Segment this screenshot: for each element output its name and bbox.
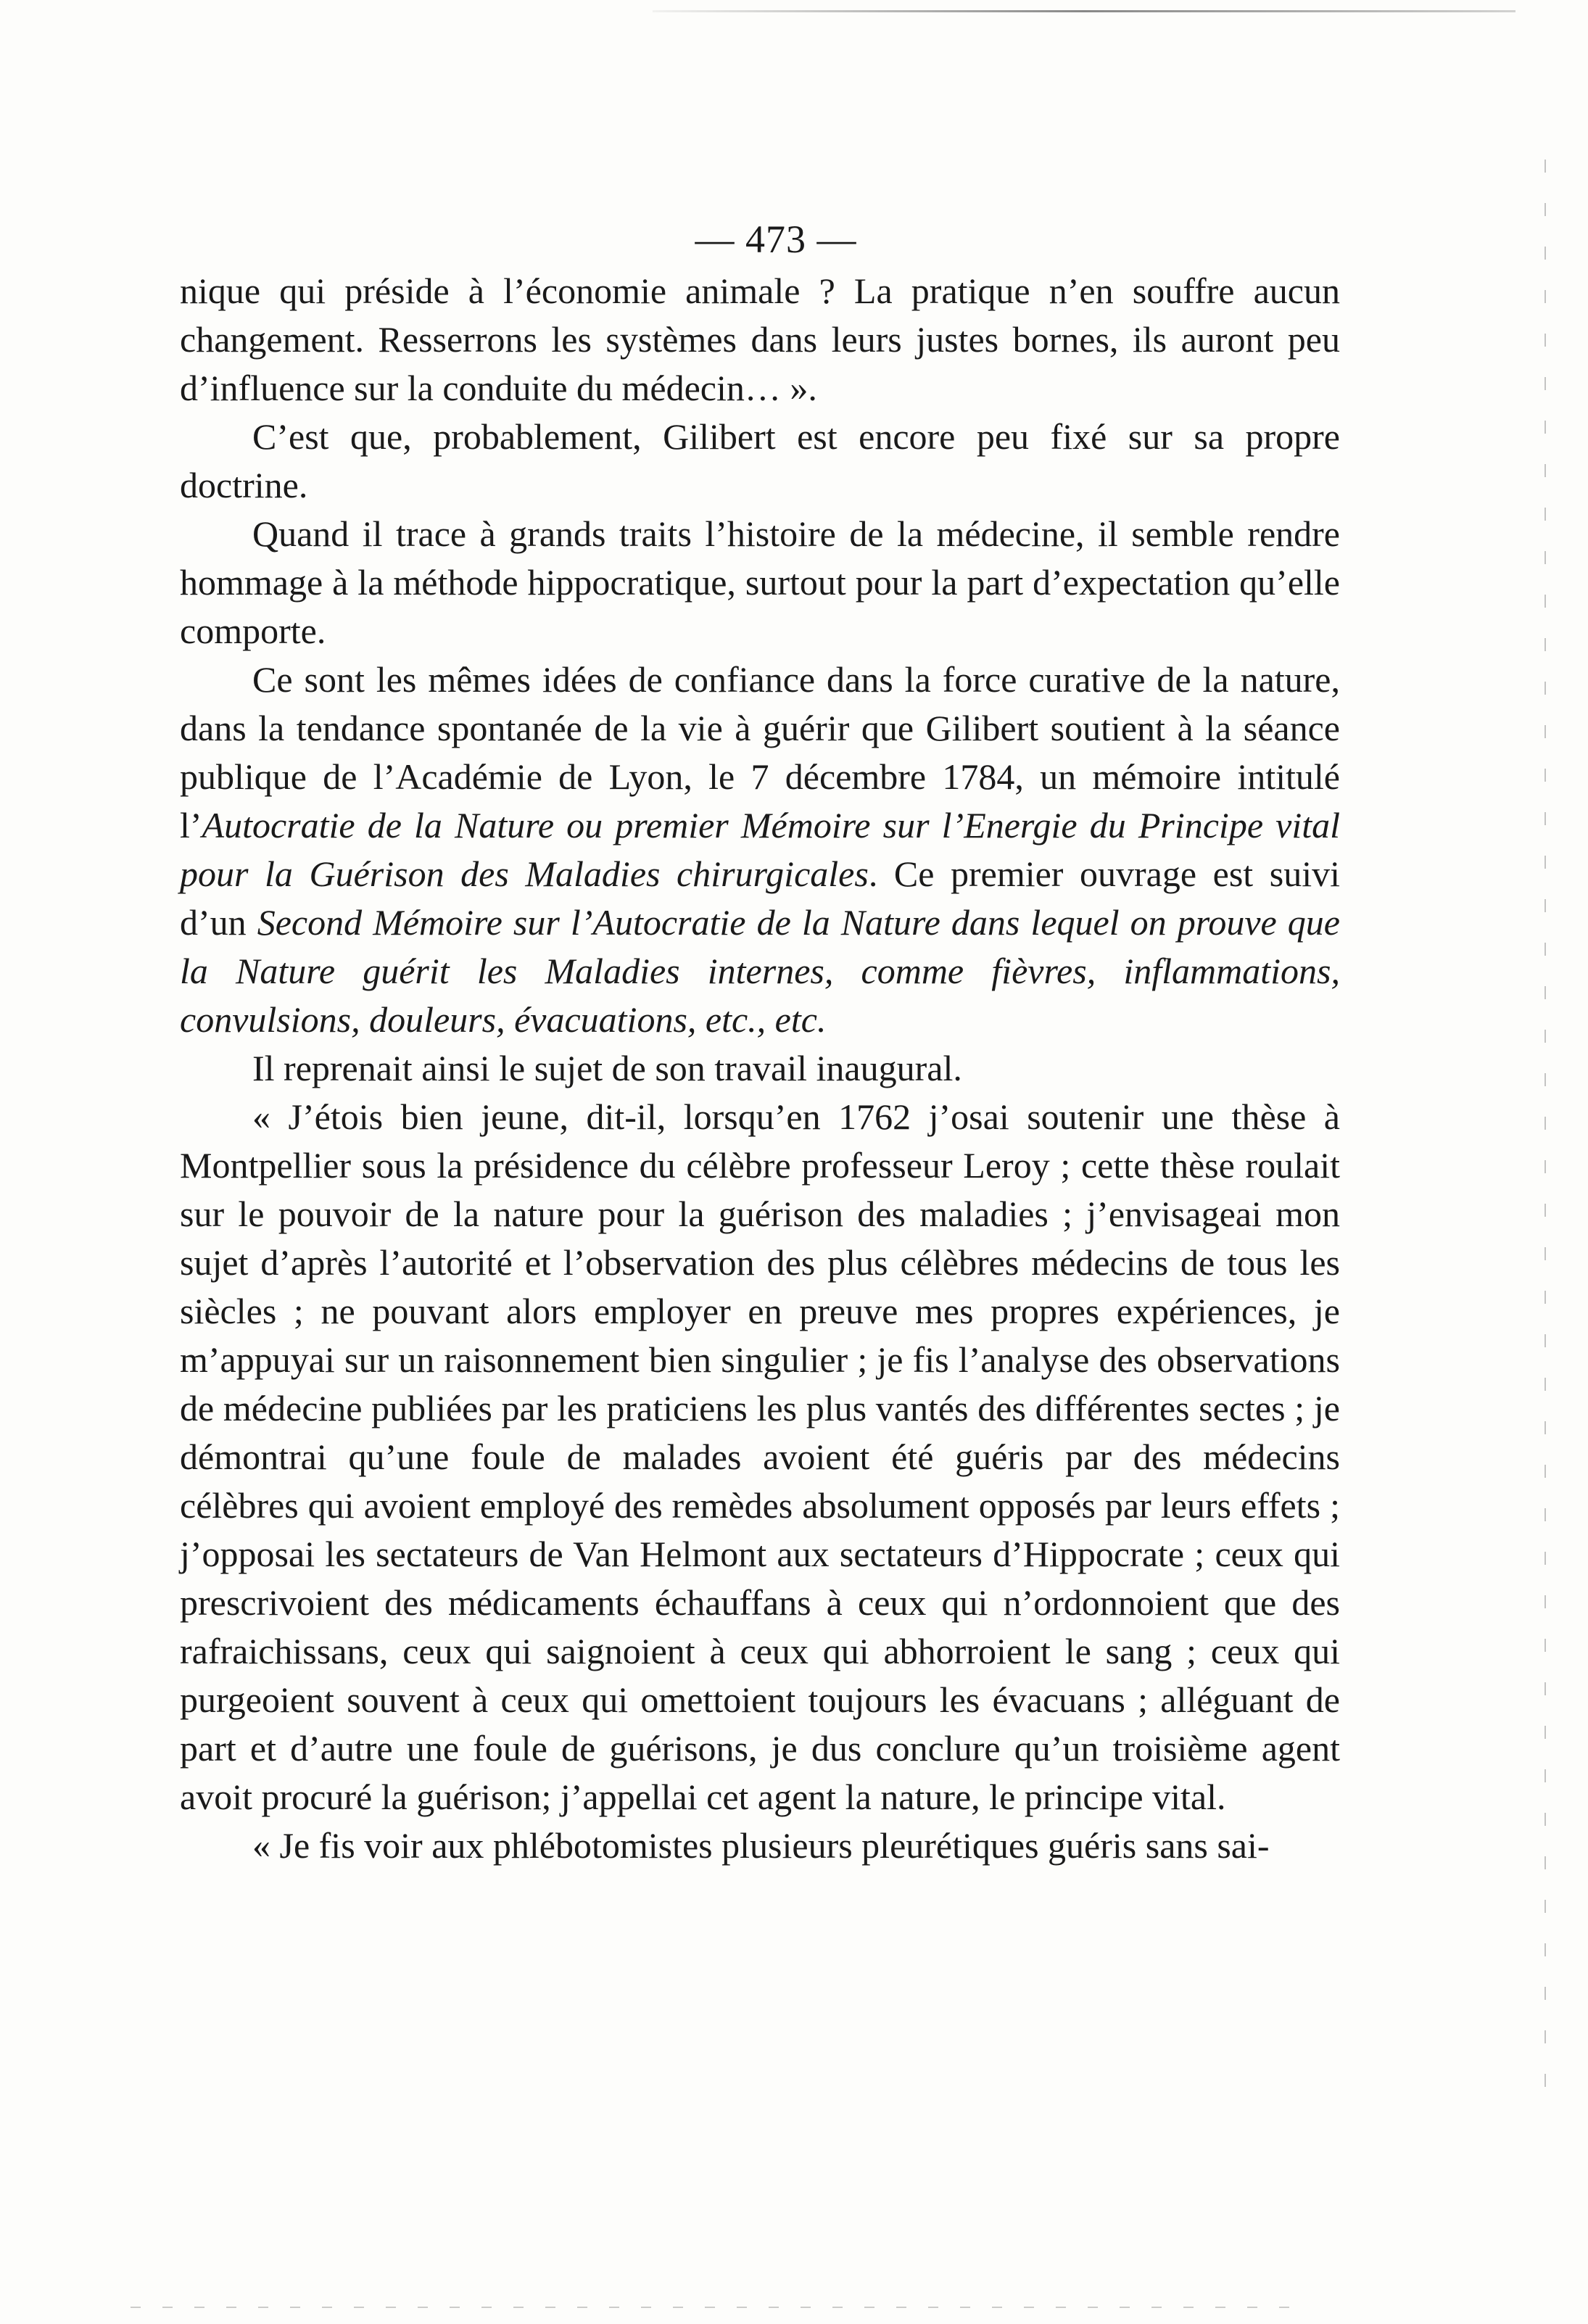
paragraph	[180, 656, 1340, 1044]
paragraph	[180, 510, 1340, 656]
paragraph	[180, 1093, 1340, 1821]
page-number: — 473 —	[695, 218, 857, 261]
text-run: C’est que, probablement, Gilibert est encore peu fixé sur sa propre doctrine.	[180, 416, 1340, 505]
text-run: Quand il trace à grands traits l’histoire de la médecine, il semble rendre hommage à la méthode hippocratique, surtout pour la part d’expectation qu’elle comporte.	[180, 513, 1340, 651]
paragraph	[180, 1044, 1340, 1093]
body-text	[180, 267, 1340, 1870]
text-run: . Ce premier ouvrage est suivi d’un	[180, 853, 1340, 943]
italic-title: Autocratie de la Nature ou premier Mémoire sur l’Energie du Principe vital pour la Guérison des Maladies chirurgicales	[180, 805, 1340, 894]
paragraph	[180, 1821, 1340, 1870]
paragraph	[180, 413, 1340, 510]
scan-edge-top	[653, 10, 1515, 12]
text-run: « J’étois bien jeune, dit-il, lorsqu’en 1762 j’osai soutenir une thèse à Montpellier sous la présidence du célèbre professeur Leroy ; cette thèse roulait sur le pouvoir de la nature pour la guérison des maladies ; j’envisageai mon sujet d’après l’autorité et l’observation des plus célèbres médecins de tous les siècles ; ne pouvant alors employer en preuve mes propres expériences, je m’appuyai sur un raisonnement bien singulier ; je fis l’analyse des observations de médecine publiées par les praticiens les plus vantés des différentes sectes ; je démontrai qu’une foule de malades avoient été guéris par des médecins célèbres qui avoient employé des remèdes absolument opposés par leurs effets ; j’opposai les sectateurs de Van Helmont aux sectateurs d’Hippocrate ; ceux qui prescrivoient des médicaments échauffans à ceux qui n’ordonnoient que des rafraichissans, ceux qui saignoient à ceux qui abhorroient le sang ; ceux qui purgeoient souvent à ceux qui omettoient toujours les évacuans ; alléguant de part et d’autre une foule de guérisons, je dus conclure qu’un troisième agent avoit procuré la guérison; j’appellai cet agent la nature, le principe vital.	[180, 1096, 1340, 1817]
text-run: nique qui préside à l’économie animale ? La pratique n’en souffre aucun changement. Resserrons les systèmes dans leurs justes bornes, ils auront peu d’influence sur la conduite du médecin… ».	[180, 270, 1340, 408]
paragraph	[180, 267, 1340, 413]
italic-title: Second Mémoire sur l’Autocratie de la Nature dans lequel on prouve que la Nature guérit les Maladies internes, comme fièvres, inflammations, convulsions, douleurs, évacuations, etc., etc.	[180, 902, 1341, 1040]
text-run: Ce sont les mêmes idées de confiance dans la force curative de la nature, dans la tendance spontanée de la vie à guérir que Gilibert soutient à la séance publique de l’Académie de Lyon, le 7 décembre 1784, un mémoire intitulé l’	[180, 659, 1340, 845]
text-run: Il reprenait ainsi le sujet de son travail inaugural.	[252, 1048, 962, 1088]
text-run: « Je fis voir aux phlébotomistes plusieurs pleurétiques guéris sans sai-	[252, 1825, 1270, 1866]
scan-edge-right	[1544, 160, 1546, 2117]
scan-edge-bottom	[131, 2307, 1291, 2308]
